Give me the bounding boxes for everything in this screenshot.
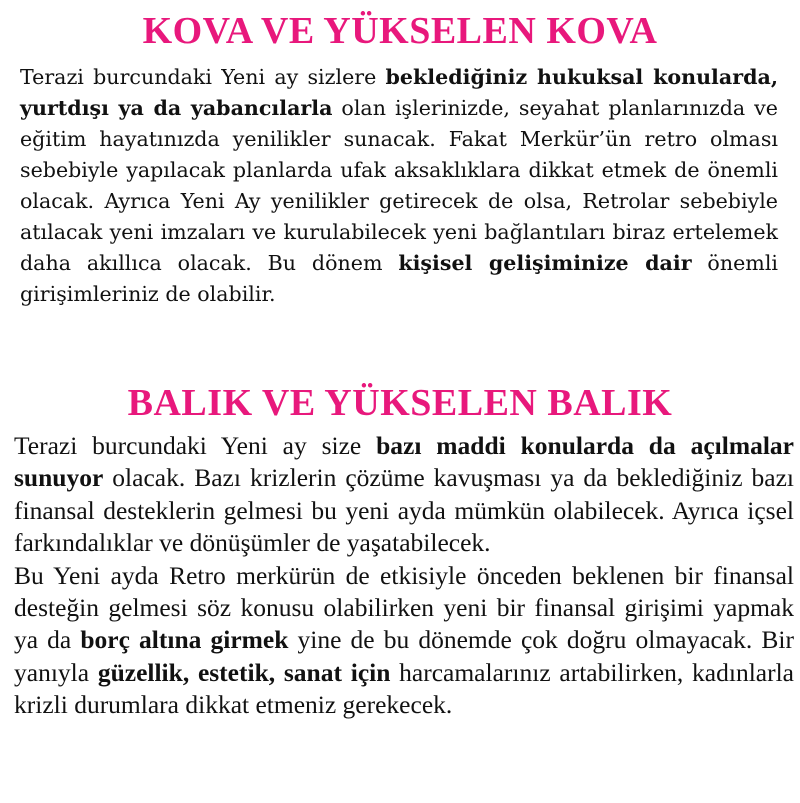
text-run: yine de bu dönemde çok doğru olmayacak. Bir yanıyla	[14, 625, 795, 687]
text-run: Bu Yeni ayda Retro merkürün de etkisiyle önceden beklenen bir finansal desteğin gelmesi söz konusu olabilirken yeni bir finansal girişimi yapmak ya da	[14, 560, 794, 655]
section-title-kova: KOVA VE YÜKSELEN KOVA	[142, 10, 658, 52]
text-run: Terazi burcundaki Yeni ay size	[14, 431, 377, 460]
text-run: Terazi burcundaki Yeni ay sizlere	[20, 65, 386, 89]
bold-run: için	[350, 657, 391, 687]
bold-run: borç altına girmek	[80, 625, 289, 655]
bold-run: güzellik, estetik, sanat	[97, 657, 342, 687]
bold-run: bazı maddi konularda da açılmalar sunuyor	[14, 431, 794, 493]
paragraph-balik-2	[14, 560, 794, 722]
paragraph-kova	[20, 62, 778, 310]
section-title-balik: BALIK VE YÜKSELEN BALIK	[127, 382, 673, 424]
text-run: önemli girişimleriniz de olabilir.	[20, 251, 778, 306]
section-body-balik	[14, 430, 794, 722]
text-run: olacak. Bazı krizlerin çözüme kavuşması ya da beklediğiniz bazı finansal desteklerin gelmesi bu yeni ayda mümkün olabilecek. Ayrıca içsel farkındalıklar ve dönüşümler de yaşatabilecek.	[14, 463, 794, 558]
text-run	[342, 658, 351, 687]
bold-run: kişisel gelişiminize dair	[398, 251, 692, 275]
bold-run: beklediğiniz hukuksal konularda, yurtdışı ya da yabancılarla	[20, 65, 778, 120]
text-run: olan işlerinizde, seyahat planlarınızda ve eğitim hayatınızda yenilikler sunacak. Fakat Merkür’ün retro olması sebebiyle yapılacak planlarda ufak aksaklıklara dikkat etmek de önemli olacak. Ayrıca Yeni Ay yenilikler getirecek de olsa, Retrolar sebebiyle atılacak yeni imzaları ve kurulabilecek yeni bağlantıları biraz ertelemek daha akıllıca olacak. Bu dönem	[20, 96, 778, 275]
text-run: harcamalarınız artabilirken, kadınlarla krizli durumlara dikkat etmeniz gerekecek.	[14, 657, 794, 720]
paragraph-balik-1	[14, 430, 794, 560]
